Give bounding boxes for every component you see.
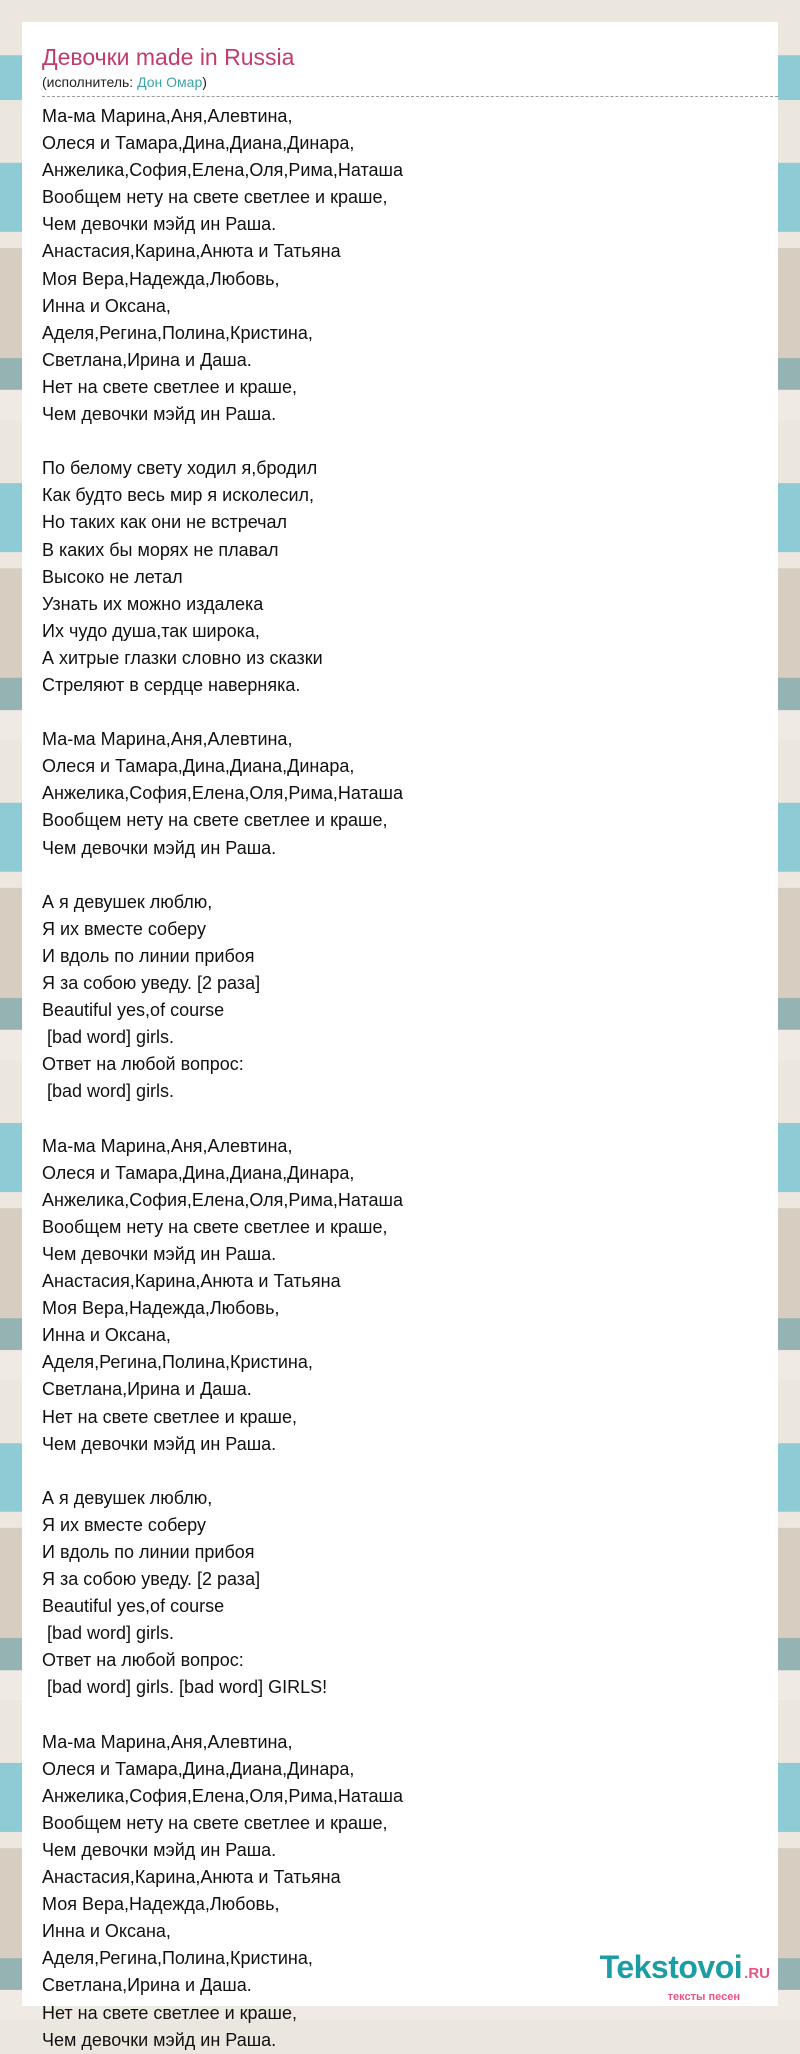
lyric-line: Анжелика,София,Елена,Оля,Рима,Наташа xyxy=(42,1785,403,1806)
lyric-line: Светлана,Ирина и Даша. xyxy=(42,349,252,370)
lyric-line: Олеся и Тамара,Дина,Диана,Динара, xyxy=(42,133,355,154)
lyric-line: Ответ на любой вопрос: xyxy=(42,1054,244,1075)
lyric-line: Анастасия,Карина,Анюта и Татьяна xyxy=(42,241,341,262)
lyric-line: Ма-ма Марина,Аня,Алевтина, xyxy=(42,106,293,126)
lyric-line: [bad word] girls. [bad word] GIRLS! xyxy=(42,1677,328,1698)
lyric-line: [bad word] girls. xyxy=(42,1623,175,1644)
lyric-line: Анжелика,София,Елена,Оля,Рима,Наташа xyxy=(42,160,403,181)
artist-prefix: (исполнитель: xyxy=(42,74,138,90)
lyric-line: Олеся и Тамара,Дина,Диана,Динара, xyxy=(42,1758,355,1779)
lyric-line: Чем девочки мэйд ин Раша. xyxy=(42,1243,277,1264)
lyric-line: Я их вместе соберу xyxy=(42,1514,206,1535)
artist-link[interactable]: Дон Омар xyxy=(137,74,203,90)
lyric-line: Светлана,Ирина и Даша. xyxy=(42,1379,252,1400)
lyric-line: Ма-ма Марина,Аня,Алевтина, xyxy=(42,1731,293,1752)
lyric-line: Узнать их можно издалека xyxy=(42,593,264,614)
lyric-line: Чем девочки мэйд ин Раша. xyxy=(42,837,277,858)
site-logo[interactable] xyxy=(600,1950,770,2004)
logo-name: Tekstovoi xyxy=(599,1949,743,1985)
lyrics-text xyxy=(42,103,403,2054)
lyric-line: Чем девочки мэйд ин Раша. xyxy=(42,1433,277,1454)
lyric-line: Анжелика,София,Елена,Оля,Рима,Наташа xyxy=(42,1189,403,1210)
lyric-line: Аделя,Регина,Полина,Кристина, xyxy=(42,322,313,343)
lyric-line: Вообщем нету на свете светлее и краше, xyxy=(42,1216,388,1237)
lyric-line: [bad word] girls. xyxy=(42,1027,175,1048)
lyric-line: Моя Вера,Надежда,Любовь, xyxy=(42,268,280,289)
lyric-line: Как будто весь мир я исколесил, xyxy=(42,485,315,506)
artist-suffix: ) xyxy=(202,74,207,90)
lyric-line: Ответ на любой вопрос: xyxy=(42,1650,244,1671)
lyric-line: Инна и Оксана, xyxy=(42,1921,171,1942)
lyric-line: Чем девочки мэйд ин Раша. xyxy=(42,2029,277,2050)
verse xyxy=(42,1485,403,1702)
lyric-line: Анастасия,Карина,Анюта и Татьяна xyxy=(42,1867,341,1888)
divider xyxy=(42,96,778,97)
song-title: Девочки made in Russia xyxy=(42,44,295,70)
lyric-line: Я за собою уведу. [2 раза] xyxy=(42,973,261,993)
lyric-line: Светлана,Ирина и Даша. xyxy=(42,1975,252,1996)
lyric-line: [bad word] girls. xyxy=(42,1081,175,1102)
logo-tld: .RU xyxy=(744,1965,770,1982)
verse xyxy=(42,1729,403,2054)
lyric-line: Нет на свете светлее и краше, xyxy=(42,376,297,397)
lyric-line: Анжелика,София,Елена,Оля,Рима,Наташа xyxy=(42,783,403,804)
lyric-line: Я за собою уведу. [2 раза] xyxy=(42,1569,261,1590)
lyric-line: Олеся и Тамара,Дина,Диана,Динара, xyxy=(42,1162,355,1183)
lyric-line: По белому свету ходил я,бродил xyxy=(42,458,318,479)
artist-line xyxy=(42,74,207,90)
verse xyxy=(42,1133,403,1458)
logo-tagline: тексты песен xyxy=(667,1991,740,2003)
lyric-line: Вообщем нету на свете светлее и краше, xyxy=(42,810,388,831)
lyric-line: Нет на свете светлее и краше, xyxy=(42,1406,297,1427)
lyric-line: Анастасия,Карина,Анюта и Татьяна xyxy=(42,1271,341,1292)
verse xyxy=(42,455,403,699)
lyric-line: Аделя,Регина,Полина,Кристина, xyxy=(42,1352,313,1373)
verse xyxy=(42,103,403,428)
lyric-line: Beautiful yes,of course xyxy=(42,1596,225,1617)
lyric-line: Чем девочки мэйд ин Раша. xyxy=(42,214,277,235)
lyric-line: Их чудо душа,так широка, xyxy=(42,620,260,641)
lyric-line: Моя Вера,Надежда,Любовь, xyxy=(42,1298,280,1319)
lyric-line: Инна и Оксана, xyxy=(42,295,171,316)
verse xyxy=(42,726,403,861)
lyric-line: А я девушек люблю, xyxy=(42,891,213,912)
lyric-line: Высоко не летал xyxy=(42,566,183,587)
lyric-line: И вдоль по линии прибоя xyxy=(42,945,255,966)
lyric-line: А хитрые глазки словно из сказки xyxy=(42,647,323,668)
lyric-line: Чем девочки мэйд ин Раша. xyxy=(42,404,277,425)
lyric-line: Beautiful yes,of course xyxy=(42,1000,225,1021)
lyric-line: А я девушек люблю, xyxy=(42,1487,213,1508)
lyric-line: Аделя,Регина,Полина,Кристина, xyxy=(42,1948,313,1969)
lyric-line: И вдоль по линии прибоя xyxy=(42,1541,255,1562)
lyric-line: Чем девочки мэйд ин Раша. xyxy=(42,1840,277,1860)
verse xyxy=(42,889,403,1106)
lyric-line: Инна и Оксана, xyxy=(42,1325,171,1346)
lyric-line: Вообщем нету на свете светлее и краше, xyxy=(42,1812,388,1833)
lyric-line: Вообщем нету на свете светлее и краше, xyxy=(42,187,388,208)
lyric-line: Я их вместе соберу xyxy=(42,918,206,939)
lyric-line: Нет на свете светлее и краше, xyxy=(42,2002,297,2023)
lyric-line: Моя Вера,Надежда,Любовь, xyxy=(42,1894,280,1915)
lyric-line: Олеся и Тамара,Дина,Диана,Динара, xyxy=(42,756,355,777)
lyric-line: Стреляют в сердце наверняка. xyxy=(42,674,301,695)
lyric-line: В каких бы морях не плавал xyxy=(42,539,279,560)
lyrics-panel xyxy=(22,22,778,2050)
logo-wordmark xyxy=(600,1950,770,1991)
lyric-line: Но таких как они не встречал xyxy=(42,512,288,533)
lyric-line: Ма-ма Марина,Аня,Алевтина, xyxy=(42,1135,293,1156)
lyric-line: Ма-ма Марина,Аня,Алевтина, xyxy=(42,729,293,750)
